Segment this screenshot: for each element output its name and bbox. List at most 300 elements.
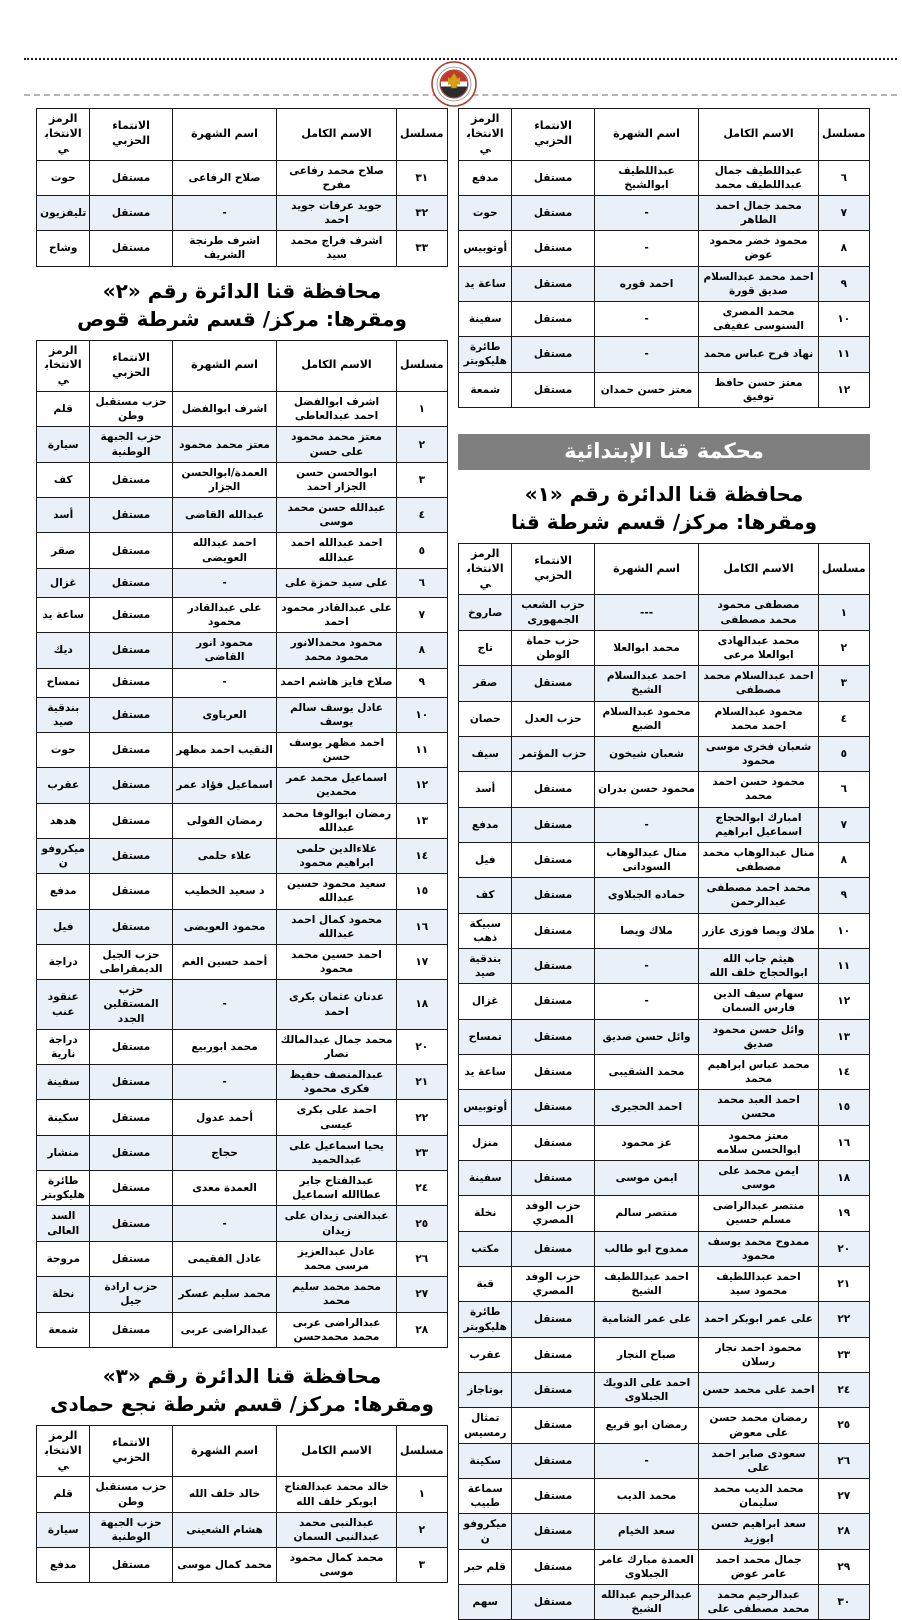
cell-party: مستقل — [512, 807, 594, 842]
table-row — [37, 1277, 448, 1312]
cell-party: مستقل — [512, 1443, 594, 1478]
table-row — [459, 913, 870, 948]
cell-name: صلاح محمد رفاعى مفرح — [277, 160, 396, 195]
header-nickname: اسم الشهرة — [172, 1425, 277, 1477]
cell-name: محمد جمال عبدالمالك نصار — [277, 1029, 396, 1064]
table-row — [459, 1479, 870, 1514]
cell-symbol: عقرب — [37, 768, 90, 803]
cell-symbol: ساعة يد — [459, 266, 512, 301]
cell-symbol: قبة — [459, 1267, 512, 1302]
cell-serial: ٦ — [818, 160, 869, 195]
cell-serial: ٢٦ — [818, 1443, 869, 1478]
cell-serial: ١٢ — [818, 372, 869, 407]
cell-serial: ١١ — [818, 948, 869, 983]
cell-symbol: ساعة يد — [37, 597, 90, 632]
cell-nickname: محمد ابوالعلا — [594, 630, 699, 665]
cell-party: مستقل — [90, 838, 172, 873]
cell-nickname: احمد قوره — [594, 266, 699, 301]
cell-name: احمد العبد محمد محسن — [699, 1090, 818, 1125]
cell-name: احمد حسين محمد محمود — [277, 944, 396, 979]
cell-name: عبدالرحيم محمد محمد مصطفى على — [699, 1585, 818, 1620]
table-row — [459, 1337, 870, 1372]
cell-serial: ١ — [818, 595, 869, 630]
table-row — [37, 498, 448, 533]
table-row — [37, 768, 448, 803]
cell-party: مستقل — [90, 1135, 172, 1170]
table-row — [37, 1029, 448, 1064]
cell-nickname: عبدالله القاضى — [172, 498, 277, 533]
cell-symbol: ديك — [37, 633, 90, 668]
header-serial: مسلسل — [396, 109, 447, 161]
cell-party: حزب مستقبل وطن — [90, 1477, 172, 1512]
cell-name: هيثم جاب الله ابوالحجاج خلف الله — [699, 948, 818, 983]
table-row — [459, 878, 870, 913]
header-serial: مسلسل — [396, 340, 447, 392]
cell-nickname: عبدالرحيم عبدالله الشيخ — [594, 1585, 699, 1620]
cell-serial: ١٣ — [818, 1019, 869, 1054]
cell-nickname: وائل حسن صديق — [594, 1019, 699, 1054]
cell-name: وائل حسن محمود صديق — [699, 1019, 818, 1054]
table-row — [37, 1171, 448, 1206]
cell-name: معتز محمود ابوالحسن سلامه — [699, 1125, 818, 1160]
cell-party: مستقل — [90, 597, 172, 632]
cell-name: اشرف ابوالفضل احمد عبدالعاطى — [277, 392, 396, 427]
cell-party: مستقل — [90, 160, 172, 195]
cell-serial: ٢٢ — [818, 1302, 869, 1337]
cell-nickname: - — [172, 195, 277, 230]
cell-name: جويد عرفات جويد احمد — [277, 195, 396, 230]
table-row — [37, 195, 448, 230]
table-row — [37, 1312, 448, 1347]
header-serial: مسلسل — [396, 1425, 447, 1477]
cell-name: احمد مظهر يوسف حسن — [277, 732, 396, 767]
cell-nickname: - — [594, 337, 699, 372]
cell-symbol: قلم — [37, 1477, 90, 1512]
header-nickname: اسم الشهرة — [594, 109, 699, 161]
cell-symbol: دراجة نارية — [37, 1029, 90, 1064]
cell-serial: ١١ — [396, 732, 447, 767]
cell-nickname: محمود عبدالسلام الضبع — [594, 701, 699, 736]
cell-serial: ٤ — [818, 701, 869, 736]
cell-serial: ٧ — [396, 597, 447, 632]
cell-symbol: سفينة — [459, 301, 512, 336]
cell-symbol: قلم — [37, 392, 90, 427]
cell-nickname: سعد الخيام — [594, 1514, 699, 1549]
cell-name: محمد الديب محمد سليمان — [699, 1479, 818, 1514]
cell-party: حزب حماة الوطن — [512, 630, 594, 665]
cell-symbol: بندقية صيد — [459, 948, 512, 983]
cell-serial: ٨ — [396, 633, 447, 668]
cell-symbol: مدفع — [37, 1548, 90, 1583]
cell-party: حزب المؤتمر — [512, 736, 594, 771]
candidates-table-district3 — [36, 1425, 448, 1584]
cell-serial: ١٧ — [396, 944, 447, 979]
cell-serial: ٢٠ — [396, 1029, 447, 1064]
header-party: الانتماء الحزبي — [512, 109, 594, 161]
cell-nickname: العمدة/ابوالحسن الجزار — [172, 462, 277, 497]
header-name: الاسم الكامل — [277, 340, 396, 392]
cell-party: مستقل — [512, 1160, 594, 1195]
cell-name: محمد عباس ابراهيم محمد — [699, 1054, 818, 1089]
cell-serial: ٢٣ — [818, 1337, 869, 1372]
header-nickname: اسم الشهرة — [594, 543, 699, 595]
cell-party: مستقل — [512, 984, 594, 1019]
table-row — [459, 1231, 870, 1266]
header-symbol: الرمز الانتخابي — [459, 543, 512, 595]
table-row — [37, 1512, 448, 1547]
cell-serial: ١٠ — [818, 913, 869, 948]
cell-serial: ١١ — [818, 337, 869, 372]
cell-symbol: غزال — [37, 568, 90, 597]
header-party: الانتماء الحزبي — [512, 543, 594, 595]
cell-party: مستقل — [512, 842, 594, 877]
cell-nickname: عبدالراضى عربى — [172, 1312, 277, 1347]
cell-symbol: حوت — [37, 160, 90, 195]
table-row — [37, 874, 448, 909]
cell-serial: ٢٤ — [818, 1373, 869, 1408]
cell-symbol: طائرة هليكوبتر — [37, 1171, 90, 1206]
cell-symbol: صاروخ — [459, 595, 512, 630]
cell-name: محمد جمال احمد الطاهر — [699, 195, 818, 230]
table-row — [37, 427, 448, 462]
cell-serial: ٢ — [396, 427, 447, 462]
cell-party: مستقل — [90, 568, 172, 597]
cell-nickname: على عبدالقادر محمود — [172, 597, 277, 632]
cell-name: نهاد فرح عباس محمد — [699, 337, 818, 372]
cell-party: مستقل — [512, 878, 594, 913]
cell-name: محمد عبدالهادى ابوالعلا مرعى — [699, 630, 818, 665]
table-row — [37, 838, 448, 873]
cell-nickname: ممدوح ابو طالب — [594, 1231, 699, 1266]
cell-serial: ٥ — [818, 736, 869, 771]
cell-symbol: مدفع — [37, 874, 90, 909]
cell-party: مستقل — [90, 498, 172, 533]
table-row — [37, 1065, 448, 1100]
table-row — [37, 668, 448, 697]
table-row — [459, 772, 870, 807]
header-symbol: الرمز الانتخابي — [37, 340, 90, 392]
cell-symbol: مروحة — [37, 1241, 90, 1276]
cell-serial: ٢٦ — [396, 1241, 447, 1276]
cell-serial: ٩ — [818, 266, 869, 301]
cell-name: عدنان عثمان بكرى احمد — [277, 980, 396, 1030]
cell-serial: ٢٨ — [396, 1312, 447, 1347]
cell-symbol: سفينة — [37, 1065, 90, 1100]
table-header-row — [37, 340, 448, 392]
cell-nickname: احمد على الدويك الجبلاوى — [594, 1373, 699, 1408]
cell-symbol: وشاح — [37, 231, 90, 266]
cell-nickname: أحمد حسين الغم — [172, 944, 277, 979]
cell-party: مستقل — [512, 772, 594, 807]
table-row — [37, 533, 448, 568]
cell-party: مستقل — [512, 1125, 594, 1160]
cell-serial: ١٦ — [396, 909, 447, 944]
cell-symbol: ساعة يد — [459, 1054, 512, 1089]
court-banner: محكمة قنا الإبتدائية — [458, 434, 870, 470]
cell-serial: ٣٢ — [396, 195, 447, 230]
cell-serial: ٩ — [396, 668, 447, 697]
cell-name: جمال محمد احمد عامر عوض — [699, 1549, 818, 1584]
cell-serial: ٢١ — [818, 1267, 869, 1302]
cell-nickname: - — [594, 195, 699, 230]
cell-symbol: أوتوبيس — [459, 231, 512, 266]
cell-party: مستقل — [90, 1241, 172, 1276]
cell-name: معتز حسن حافظ توفيق — [699, 372, 818, 407]
cell-symbol: سفينة — [459, 1160, 512, 1195]
table-row — [37, 803, 448, 838]
cell-name: عبدالمنصف حفيظ فكرى محمود — [277, 1065, 396, 1100]
cell-nickname: - — [172, 1065, 277, 1100]
table-row — [459, 337, 870, 372]
cell-nickname: - — [594, 984, 699, 1019]
candidates-table-district1-main — [458, 543, 870, 1620]
header-name: الاسم الكامل — [699, 543, 818, 595]
cell-name: اشرف فراج محمد سيد — [277, 231, 396, 266]
cell-nickname: محمود حسن بدران — [594, 772, 699, 807]
cell-serial: ٢٩ — [818, 1549, 869, 1584]
table-row — [459, 1019, 870, 1054]
cell-serial: ٣٣ — [396, 231, 447, 266]
table-row — [37, 231, 448, 266]
cell-name: ايمن محمد على موسى — [699, 1160, 818, 1195]
cell-serial: ٢٨ — [818, 1514, 869, 1549]
cell-symbol: مدفع — [459, 807, 512, 842]
cell-name: عبدالنبى محمد عبدالنبى السمان — [277, 1512, 396, 1547]
cell-serial: ٢٢ — [396, 1100, 447, 1135]
header-symbol: الرمز الانتخابي — [37, 109, 90, 161]
cell-nickname: د سعيد الخطيب — [172, 874, 277, 909]
cell-symbol: عنقود عنب — [37, 980, 90, 1030]
cell-symbol: تمساح — [459, 1019, 512, 1054]
cell-nickname: محمود انور القاضى — [172, 633, 277, 668]
cell-nickname: رمضان الفولى — [172, 803, 277, 838]
cell-party: مستقل — [90, 668, 172, 697]
cell-name: محمد احمد مصطفى عبدالرحمن — [699, 878, 818, 913]
cell-symbol: كف — [37, 462, 90, 497]
header-symbol: الرمز الانتخابي — [459, 109, 512, 161]
cell-party: مستقل — [512, 266, 594, 301]
cell-name: معتز محمد محمود على حسن — [277, 427, 396, 462]
cell-party: مستقل — [512, 1019, 594, 1054]
cell-name: خالد محمد عبدالفتاح ابوبكر خلف الله — [277, 1477, 396, 1512]
cell-name: سعد ابراهيم حسن ابوزيد — [699, 1514, 818, 1549]
cell-serial: ١ — [396, 392, 447, 427]
cell-party: مستقل — [512, 666, 594, 701]
cell-serial: ١٩ — [818, 1196, 869, 1231]
cell-name: عادل يوسف سالم يوسف — [277, 697, 396, 732]
table-row — [459, 595, 870, 630]
cell-name: احمد عبدالسلام محمد مصطفى — [699, 666, 818, 701]
header-nickname: اسم الشهرة — [172, 340, 277, 392]
table-row — [459, 1585, 870, 1620]
cell-name: عادل عبدالعزيز مرسى محمد — [277, 1241, 396, 1276]
cell-name: عبدالغنى زيدان على زيدان — [277, 1206, 396, 1241]
cell-symbol: سماعة طبيب — [459, 1479, 512, 1514]
cell-symbol: فيل — [459, 842, 512, 877]
cell-name: شعبان فخرى موسى محمود — [699, 736, 818, 771]
table-row — [459, 160, 870, 195]
cell-name: منال عبدالوهاب محمد مصطفى — [699, 842, 818, 877]
cell-name: سعودى صابر احمد على — [699, 1443, 818, 1478]
cell-symbol: حوت — [37, 732, 90, 767]
cell-nickname: - — [594, 807, 699, 842]
cell-party: مستقل — [512, 1585, 594, 1620]
district1-title: محافظة قنا الدائرة رقم «١» — [524, 481, 804, 506]
table-row — [37, 980, 448, 1030]
table-row — [459, 1125, 870, 1160]
table-row — [459, 1160, 870, 1195]
cell-name: احمد محمد عبدالسلام صديق قورة — [699, 266, 818, 301]
cell-party: مستقل — [90, 1548, 172, 1583]
cell-serial: ٢٤ — [396, 1171, 447, 1206]
cell-name: رمضان ابوالوفا محمد عبدالله — [277, 803, 396, 838]
table-row — [459, 666, 870, 701]
table-row — [37, 160, 448, 195]
cell-name: على عمر ابوبكر احمد — [699, 1302, 818, 1337]
cell-name: عبدالفتاح جابر عطاالله اسماعيل — [277, 1171, 396, 1206]
table-row — [459, 1054, 870, 1089]
cell-party: مستقل — [90, 1065, 172, 1100]
cell-name: امبارك ابوالحجاج اسماعيل ابراهيم — [699, 807, 818, 842]
egypt-eagle-emblem-icon — [431, 61, 477, 107]
cell-symbol: قلم حبر — [459, 1549, 512, 1584]
table-row — [459, 266, 870, 301]
cell-party: مستقل — [512, 1337, 594, 1372]
cell-party: حزب ارادة جيل — [90, 1277, 172, 1312]
table-row — [37, 1548, 448, 1583]
cell-serial: ٨ — [818, 842, 869, 877]
table-row — [37, 1100, 448, 1135]
cell-party: مستقل — [90, 1206, 172, 1241]
table-row — [37, 944, 448, 979]
table-row — [459, 1267, 870, 1302]
cell-nickname: - — [172, 668, 277, 697]
cell-name: سهام سيف الدين فارس السمان — [699, 984, 818, 1019]
table-header-row — [459, 109, 870, 161]
table-row — [459, 807, 870, 842]
table-row — [459, 195, 870, 230]
cell-symbol: تاج — [459, 630, 512, 665]
table-row — [459, 1373, 870, 1408]
cell-party: مستقل — [90, 768, 172, 803]
cell-symbol: صقر — [459, 666, 512, 701]
table-row — [459, 1090, 870, 1125]
cell-serial: ١٥ — [818, 1090, 869, 1125]
table-row — [37, 633, 448, 668]
cell-nickname: النقيب احمد مظهر — [172, 732, 277, 767]
header-party: الانتماء الحزبي — [90, 109, 172, 161]
cell-nickname: معتز حسن حمدان — [594, 372, 699, 407]
cell-serial: ٣٠ — [818, 1585, 869, 1620]
cell-nickname: رمضان ابو قريع — [594, 1408, 699, 1443]
cell-symbol: نحلة — [37, 1277, 90, 1312]
cell-serial: ١٨ — [396, 980, 447, 1030]
cell-nickname: احمد عبداللطيف الشيخ — [594, 1267, 699, 1302]
header-nickname: اسم الشهرة — [172, 109, 277, 161]
cell-serial: ١٥ — [396, 874, 447, 909]
right-column — [458, 108, 870, 1620]
table-header-row — [37, 109, 448, 161]
cell-party: مستقل — [512, 301, 594, 336]
cell-symbol: دراجة — [37, 944, 90, 979]
cell-serial: ٣١ — [396, 160, 447, 195]
district3-title: محافظة قنا الدائرة رقم «٣» — [102, 1363, 382, 1388]
header-serial: مسلسل — [818, 543, 869, 595]
cell-nickname: شعبان شيخون — [594, 736, 699, 771]
cell-serial: ٢١ — [396, 1065, 447, 1100]
cell-name: مصطفى محمود محمد مصطفى — [699, 595, 818, 630]
cell-serial: ٢٠ — [818, 1231, 869, 1266]
table-row — [459, 1196, 870, 1231]
cell-nickname: محمود العويضى — [172, 909, 277, 944]
cell-serial: ٦ — [396, 568, 447, 597]
header-symbol: الرمز الانتخابي — [37, 1425, 90, 1477]
cell-name: محمود احمد نجار رسلان — [699, 1337, 818, 1372]
cell-nickname: اشرف ابوالفضل — [172, 392, 277, 427]
cell-serial: ٢٥ — [396, 1206, 447, 1241]
cell-serial: ٢ — [818, 630, 869, 665]
table-row — [37, 392, 448, 427]
cell-symbol: سهم — [459, 1585, 512, 1620]
cell-party: مستقل — [512, 231, 594, 266]
table-row — [459, 1408, 870, 1443]
cell-party: مستقل — [90, 1100, 172, 1135]
cell-symbol: شمعة — [459, 372, 512, 407]
cell-serial: ١ — [396, 1477, 447, 1512]
cell-nickname: احمد عبدالسلام الشيخ — [594, 666, 699, 701]
cell-symbol: سيارة — [37, 427, 90, 462]
cell-symbol: مكتب — [459, 1231, 512, 1266]
cell-name: على سيد حمزة على — [277, 568, 396, 597]
cell-symbol: السد العالى — [37, 1206, 90, 1241]
district1-subtitle: ومقرها: مركز/ قسم شرطة قنا — [510, 509, 818, 534]
cell-symbol: سيارة — [37, 1512, 90, 1547]
header-name: الاسم الكامل — [277, 1425, 396, 1477]
cell-name: محمد المصرى السنوسى عفيفى — [699, 301, 818, 336]
cell-symbol: صقر — [37, 533, 90, 568]
cell-party: حزب الشعب الجمهورى — [512, 595, 594, 630]
cell-nickname: معتز محمد محمود — [172, 427, 277, 462]
cell-nickname: - — [594, 1443, 699, 1478]
cell-serial: ٦ — [818, 772, 869, 807]
cell-party: مستقل — [512, 1054, 594, 1089]
cell-symbol: تليفزيون — [37, 195, 90, 230]
table-row — [37, 732, 448, 767]
cell-serial: ٥ — [396, 533, 447, 568]
cell-symbol: تمثال رمسيس — [459, 1408, 512, 1443]
cell-symbol: أسد — [37, 498, 90, 533]
table-row — [37, 462, 448, 497]
top-dotted-rule — [24, 58, 897, 60]
table-row — [459, 1443, 870, 1478]
cell-name: عبدالله حسن محمد موسى — [277, 498, 396, 533]
cell-serial: ١٠ — [818, 301, 869, 336]
cell-nickname: ملاك ويصا — [594, 913, 699, 948]
cell-nickname: عبداللطيف ابوالشيخ — [594, 160, 699, 195]
header-party: الانتماء الحزبي — [90, 340, 172, 392]
table-row — [459, 736, 870, 771]
cell-symbol: أسد — [459, 772, 512, 807]
cell-party: حزب الجبهة الوطنية — [90, 1512, 172, 1547]
table-row — [37, 909, 448, 944]
cell-party: مستقل — [512, 1479, 594, 1514]
cell-symbol: مدفع — [459, 160, 512, 195]
cell-party: مستقل — [90, 533, 172, 568]
table-row — [37, 568, 448, 597]
cell-party: مستقل — [90, 633, 172, 668]
table-row — [459, 630, 870, 665]
cell-serial: ١٦ — [818, 1125, 869, 1160]
